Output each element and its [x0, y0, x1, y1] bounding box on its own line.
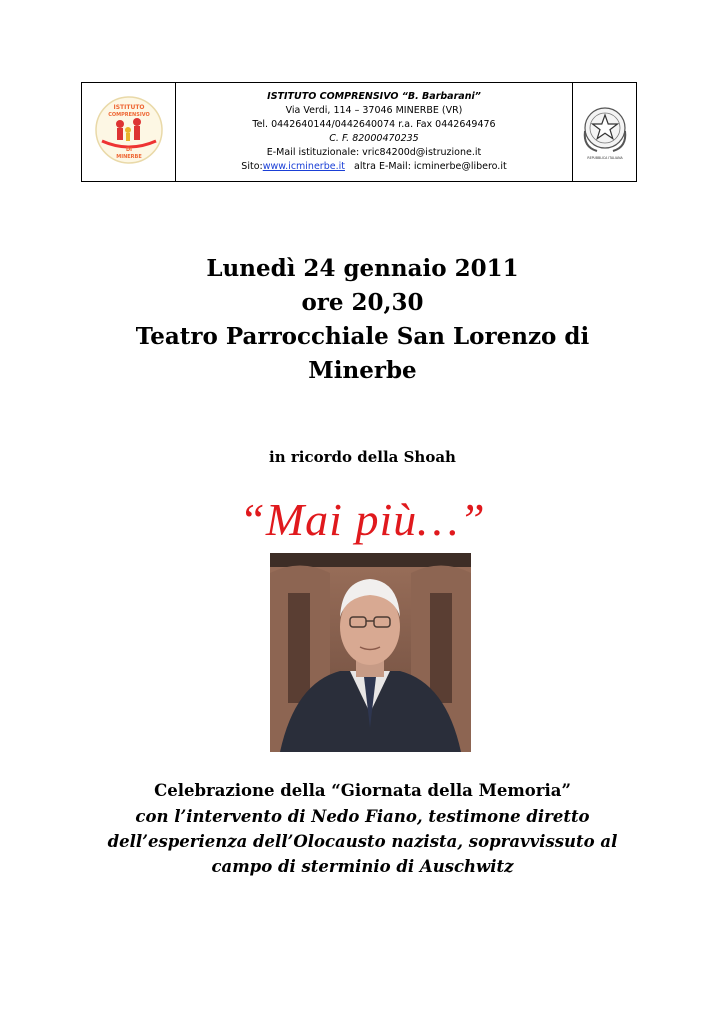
seal-label: REPUBBLICA ITALIANA — [586, 155, 623, 160]
logo-text-second: COMPRENSIVO — [107, 111, 150, 118]
site-label: Sito: — [241, 161, 263, 172]
event-venue-line1: Teatro Parrocchiale San Lorenzo di — [135, 323, 590, 350]
event-caption — [0, 778, 725, 879]
event-date: Lunedì 24 gennaio 2011 — [206, 255, 519, 282]
italian-republic-emblem-icon — [577, 97, 633, 163]
headline-mai-piu: “Mai più…” — [239, 494, 486, 545]
school-logo-icon — [92, 93, 166, 167]
school-address: Via Verdi, 114 – 37046 MINERBE (VR) — [285, 105, 463, 116]
nedo-fiano-portrait — [270, 553, 471, 752]
school-logo-cell — [82, 83, 176, 182]
caption-line1: con l’intervento di Nedo Fiano, testimone diretto — [135, 807, 590, 826]
letterhead-table — [81, 82, 637, 182]
alt-email: altra E-Mail: icminerbe@libero.it — [354, 161, 507, 172]
caption-title: Celebrazione della “Giornata della Memoria” — [154, 781, 571, 800]
school-name: ISTITUTO COMPRENSIVO “B. Barbarani” — [267, 91, 481, 102]
seal-cell — [573, 83, 637, 182]
event-venue-line2: Minerbe — [308, 357, 417, 384]
site-link[interactable]: www.icminerbe.it — [262, 161, 345, 172]
school-info-cell — [176, 83, 573, 182]
caption-line2: dell’esperienza dell’Olocausto nazista, sopravvissuto al — [107, 832, 618, 851]
fiscal-code: C. F. 82000470235 — [329, 133, 419, 144]
site-line — [176, 160, 572, 174]
logo-text-third: DI — [125, 146, 132, 153]
school-phone: Tel. 0442640144/0442640074 r.a. Fax 0442649476 — [252, 119, 496, 130]
caption-line3: campo di sterminio di Auschwitz — [211, 857, 514, 876]
memory-subtitle: in ricordo della Shoah — [269, 448, 456, 466]
logo-text-bottom: MINERBE — [115, 153, 142, 160]
event-details — [0, 252, 725, 388]
logo-text-top: ISTITUTO — [112, 103, 145, 111]
event-time: ore 20,30 — [301, 289, 424, 316]
institutional-email: E-Mail istituzionale: vric84200d@istruzione.it — [266, 147, 482, 158]
